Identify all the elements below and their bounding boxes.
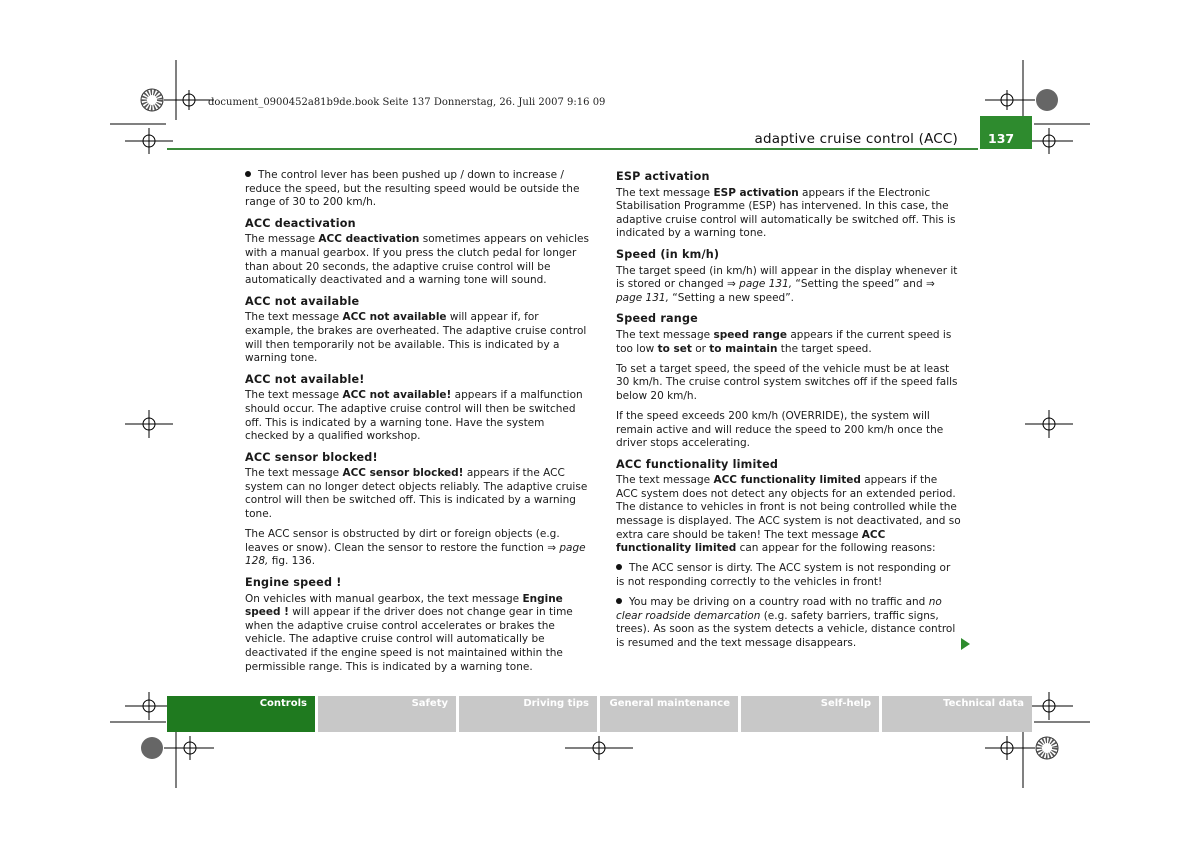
section-text: If the speed exceeds 200 km/h (OVERRIDE), the system will remain active and will reduce the speed to 200 km/h once the driver stops accelerating. bbox=[616, 409, 944, 450]
tab-controls[interactable]: Controls bbox=[167, 696, 315, 732]
list-item: The ACC sensor is dirty. The ACC system is not responding or is not responding correctly to the vehicles in front! bbox=[616, 562, 951, 588]
section-text: The text message ESP activation appears if the Electronic Stabilisation Programme (ESP) has intervened. In this case, the adaptive cruise control will automatically be switched off. This is indicated by a warning tone. bbox=[616, 186, 956, 240]
section-heading: Speed range bbox=[616, 312, 698, 326]
page-title: adaptive cruise control (ACC) bbox=[754, 131, 958, 147]
section-heading: Speed (in km/h) bbox=[616, 247, 720, 261]
bullet-icon bbox=[616, 564, 622, 570]
section-heading: ESP activation bbox=[616, 170, 710, 183]
bullet-icon bbox=[616, 598, 622, 604]
section-text: The text message ACC sensor blocked! appears if the ACC system can no longer detect objects reliably. The adaptive cruise control will then be switched off. This is indicated by a warning tone. bbox=[245, 467, 588, 521]
tab-driving-tips[interactable]: Driving tips bbox=[459, 696, 597, 732]
page-reference-link[interactable]: ⇒ page 131, bbox=[616, 278, 935, 304]
page-reference-link[interactable]: ⇒ page 128, bbox=[245, 541, 586, 568]
section-text: The text message speed range appears if the current speed is too low to set or to maintain the target speed. bbox=[616, 328, 952, 355]
section-text: To set a target speed, the speed of the vehicle must be at least 30 km/h. The cruise control system switches off if the speed falls below 20 km/h. bbox=[616, 362, 958, 402]
tab-technical-data[interactable]: Technical data bbox=[882, 696, 1032, 732]
section-text: On vehicles with manual gearbox, the text message Engine speed ! will appear if the driver does not change gear in time when the adaptive cruise control accelerates or brakes the vehicle. The adaptive cruise control will automatically be deactivated if the engine speed is not maintained within the permissible range. This is indicated by a warning tone. bbox=[245, 592, 573, 673]
section-heading: ACC not available bbox=[245, 294, 360, 308]
tab-safety[interactable]: Safety bbox=[318, 696, 456, 732]
bullet-icon bbox=[245, 171, 251, 177]
intro-bullet: The control lever has been pushed up / down to increase / reduce the speed, but the resulting speed would be outside the range of 30 to 200 km/h. bbox=[245, 169, 580, 209]
header-rule bbox=[167, 148, 978, 150]
footer-tabs bbox=[167, 696, 1032, 732]
page-number: 137 bbox=[988, 131, 1015, 146]
section-text: The message ACC deactivation sometimes appears on vehicles with a manual gearbox. If you press the clutch pedal for longer than about 20 seconds, the adaptive cruise control will be automatically deactivated and a warning tone will sound. bbox=[245, 233, 589, 287]
print-info-line: document_0900452a81b9de.book Seite 137 Donnerstag, 26. Juli 2007 9:16 09 bbox=[208, 97, 606, 108]
section-text: The text message ACC not available! appears if a malfunction should occur. The adaptive cruise control will then be switched off. This is indicated by a warning tone. Have the system checked by a qualified workshop. bbox=[245, 389, 583, 443]
tab-self-help[interactable]: Self-help bbox=[741, 696, 879, 732]
section-text: The target speed (in km/h) will appear in the display whenever it is stored or changed ⇒ page 131, “Setting the speed” and ⇒ page 131, “Setting a new speed”. bbox=[616, 264, 958, 304]
section-heading: ACC sensor blocked! bbox=[245, 450, 378, 464]
section-heading: ACC not available! bbox=[245, 372, 365, 386]
list-item: You may be driving on a country road with no traffic and no clear roadside demarcation (e.g. safety barriers, traffic signs, trees). As soon as the system detects a vehicle, distance control is resumed and the text message disappears. bbox=[616, 596, 956, 649]
section-text: The text message ACC functionality limited appears if the ACC system does not detect any objects for an extended period. The distance to vehicles in front is not being controlled while the message is displayed. The ACC system is not deactivated, and so extra care should be taken! The text message ACC functionality limited can appear for the following reasons: bbox=[616, 474, 961, 555]
continue-arrow-icon[interactable] bbox=[961, 638, 970, 650]
left-column bbox=[245, 169, 590, 681]
page-reference-link[interactable]: ⇒ page 131, bbox=[727, 278, 793, 291]
section-heading: ACC deactivation bbox=[245, 216, 356, 230]
section-heading: Engine speed ! bbox=[245, 575, 342, 589]
section-heading: ACC functionality limited bbox=[616, 457, 779, 471]
section-text: The text message ACC not available will appear if, for example, the brakes are overheated. The adaptive cruise control will then temporarily not be available. This is indicated by a warning tone. bbox=[245, 311, 587, 365]
tab-general-maintenance[interactable]: General maintenance bbox=[600, 696, 738, 732]
section-text: The ACC sensor is obstructed by dirt or foreign objects (e.g. leaves or snow). Clean the sensor to restore the function ⇒ page 128, fig. 136. bbox=[245, 528, 586, 568]
right-column bbox=[616, 163, 961, 657]
